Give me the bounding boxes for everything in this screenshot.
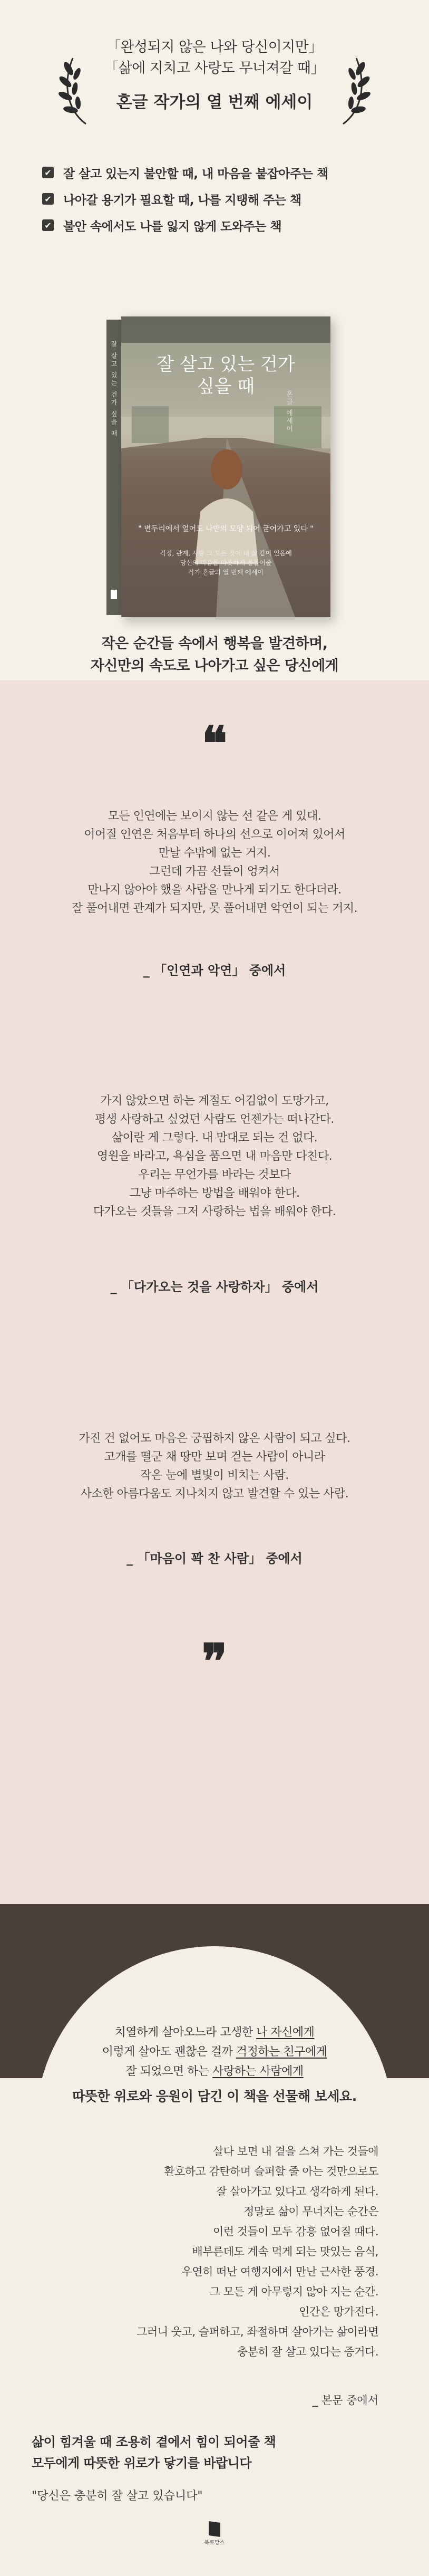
quote-line: 그런데 가끔 선들이 엉켜서 <box>149 865 280 878</box>
quote-line: 평생 사랑하고 싶었던 사람도 언젠가는 떠나간다. <box>94 1113 334 1126</box>
essay-line: 살다 보면 내 곁을 스쳐 가는 것들에 <box>212 2145 378 2158</box>
feature-checklist <box>42 159 328 238</box>
quote-paragraph-1 <box>0 807 429 918</box>
closing-message <box>32 2431 276 2474</box>
hero-line-2: 「삶에 지치고 사랑도 무너져갈 때」 <box>104 60 325 76</box>
recipient-highlight: 나 자신에게 <box>256 2026 315 2039</box>
tagline <box>0 633 429 677</box>
recipient-text: 치열하게 살아오느라 고생한 <box>114 2026 257 2039</box>
recipient-line-1 <box>0 2023 429 2042</box>
quote-line: 작은 눈에 별빛이 비치는 사람. <box>140 1469 289 1482</box>
quote-line: 고개를 떨군 채 땅만 보며 걷는 사람이 아니라 <box>104 1450 325 1464</box>
open-quote-icon: ❝ <box>201 716 228 772</box>
quote-line: 이어질 인연은 처음부터 하나의 선으로 이어져 있어서 <box>84 828 345 841</box>
essay-line: 그 모든 게 아무렇지 않아 지는 순간. <box>209 2285 378 2298</box>
essay-line: 환호하고 감탄하며 슬퍼할 줄 아는 것만으로도 <box>164 2165 378 2178</box>
book-front <box>121 316 330 617</box>
blurb-line: 걱정, 관계, 사랑 그 모든 것이 내 삶 같이 있음에 <box>160 550 292 557</box>
recipient-line-2 <box>0 2042 429 2062</box>
quote-paragraph-3 <box>0 1429 429 1503</box>
quote-line: 사소한 아름다움도 지나치지 않고 발견할 수 있는 사람. <box>80 1487 349 1501</box>
book-title-line: 싶을 때 <box>197 376 255 397</box>
recipient-highlight: 걱정하는 친구에게 <box>236 2045 327 2059</box>
quote-line: 모든 인연에는 보이지 않는 선 같은 게 있대. <box>108 810 321 823</box>
quote-line: 만나지 않아야 했을 사람을 만나게 되기도 한다더라. <box>87 883 342 897</box>
closing-line: 삶이 힘겨울 때 조용히 곁에서 힘이 되어줄 책 <box>32 2435 276 2449</box>
checklist-text: 불안 속에서도 나를 잃지 않게 도와주는 책 <box>63 219 282 234</box>
hero-line-1: 「완성되지 않은 나와 당신이지만」 <box>106 39 323 55</box>
quote-line: 잘 풀어내면 관계가 되지만, 못 풀어내면 악연이 되는 거지. <box>71 902 358 915</box>
quote-line: 영원을 바라고, 욕심을 품으면 내 마음만 다친다. <box>96 1150 333 1163</box>
recipient-line-3 <box>0 2062 429 2081</box>
recipient-text: 이렇게 살아도 괜찮은 걸까 <box>102 2045 236 2059</box>
quote-line: 가지 않았으면 하는 계절도 어김없이 도망가고, <box>100 1094 329 1108</box>
quote-paragraph-2 <box>0 1092 429 1221</box>
essay-line: 이런 것들이 모두 감흥 없어질 때다. <box>212 2225 378 2238</box>
book-cover-image <box>106 316 330 617</box>
quote-line: 가진 건 없어도 마음은 궁핍하지 않은 사람이 되고 싶다. <box>79 1432 350 1445</box>
closing-quote: "당신은 충분히 잘 살고 있습니다" <box>32 2490 203 2503</box>
close-quote-icon: ❞ <box>201 1633 228 1689</box>
laurel-right-icon <box>335 53 372 127</box>
checklist-text: 나아갈 용기가 필요할 때, 나를 지탱해 주는 책 <box>63 193 301 207</box>
essay-line: 우연히 떠난 여행지에서 만난 근사한 풍경. <box>181 2265 378 2278</box>
quote-line: 그냥 마주하는 방법을 배워야 한다. <box>129 1187 300 1200</box>
recipient-text: 잘 되었으면 하는 <box>125 2065 213 2078</box>
essay-line: 배부른데도 계속 먹게 되는 맛있는 음식, <box>192 2245 378 2258</box>
quote-line: 삶이란 게 그렇다. 내 맘대로 되는 건 없다. <box>111 1131 318 1145</box>
blurb-line: 당신의 마음을 따뜻하게 물들어줄 <box>180 559 272 566</box>
checklist-text: 잘 살고 있는지 불안할 때, 내 마음을 붙잡아주는 책 <box>63 167 328 181</box>
tagline-line: 작은 순간들 속에서 행복을 발견하며, <box>101 636 328 652</box>
tagline-line: 자신만의 속도로 나아가고 싶은 당신에게 <box>90 658 339 674</box>
book-icon <box>209 2521 220 2537</box>
publisher-logo <box>201 2521 228 2544</box>
essay-line: 정말로 삶이 무너지는 순간은 <box>243 2205 378 2218</box>
publisher-name: 북로망스 <box>204 2540 225 2546</box>
book-spine <box>106 320 121 615</box>
book-blurb <box>121 549 330 577</box>
checkmark-icon: ✔ <box>42 167 54 178</box>
spine-title: 잘 살고 있는 건가 싶을 때 <box>110 341 118 438</box>
quote-source-2: _ 「다가오는 것을 사랑하자」 중에서 <box>110 1280 319 1294</box>
gift-message: 따뜻한 위로와 응원이 담긴 이 책을 선물해 보세요. <box>72 2089 357 2104</box>
checklist-item <box>42 212 328 238</box>
checklist-item <box>42 186 328 212</box>
laurel-left-icon <box>57 53 94 127</box>
quote-source-1: _ 「인연과 악연」 중에서 <box>143 963 286 978</box>
checkmark-icon: ✔ <box>42 219 54 231</box>
book-title <box>121 353 330 398</box>
blurb-line: 작가 혼글의 열 번째 에세이 <box>188 569 264 576</box>
book-title-line: 잘 살고 있는 건가 <box>157 354 295 375</box>
essay-line: 충분히 잘 살고 있다는 증거다. <box>237 2346 378 2358</box>
essay-line: 인간은 망가진다. <box>299 2305 378 2318</box>
book-author: 혼글 에세이 <box>285 390 292 434</box>
gift-section <box>0 1904 429 2576</box>
quote-source-3: _ 「마음이 꽉 찬 사람」 중에서 <box>126 1551 303 1566</box>
quote-line: 만날 수밖에 없는 거지. <box>158 847 271 860</box>
recipient-highlight: 사랑하는 사람에게 <box>212 2065 304 2078</box>
checklist-item <box>42 159 328 186</box>
book-quote: " 변두리에서 엎어도 나만의 모양 되어 굳어가고 있다 " <box>138 525 314 533</box>
essay-line: 그러니 웃고, 슬퍼하고, 좌절하며 살아가는 삶이라면 <box>136 2325 378 2338</box>
quote-line: 우리는 무언가를 바라는 것보다 <box>138 1168 291 1181</box>
essay-line: 잘 살아가고 있다고 생각하게 된다. <box>216 2185 378 2198</box>
checkmark-icon: ✔ <box>42 193 54 205</box>
hero-section <box>0 0 429 680</box>
essay-excerpt <box>136 2141 378 2362</box>
hero-accent: 혼글 작가의 열 번째 에세이 <box>116 93 313 112</box>
publisher-logo-icon <box>111 590 117 599</box>
quote-line: 다가오는 것들을 그저 사랑하는 법을 배워야 한다. <box>93 1205 336 1218</box>
essay-source: _ 본문 중에서 <box>312 2394 378 2407</box>
quotes-section <box>0 680 429 1904</box>
closing-line: 모두에게 따뜻한 위로가 닿기를 바랍니다 <box>32 2456 252 2471</box>
